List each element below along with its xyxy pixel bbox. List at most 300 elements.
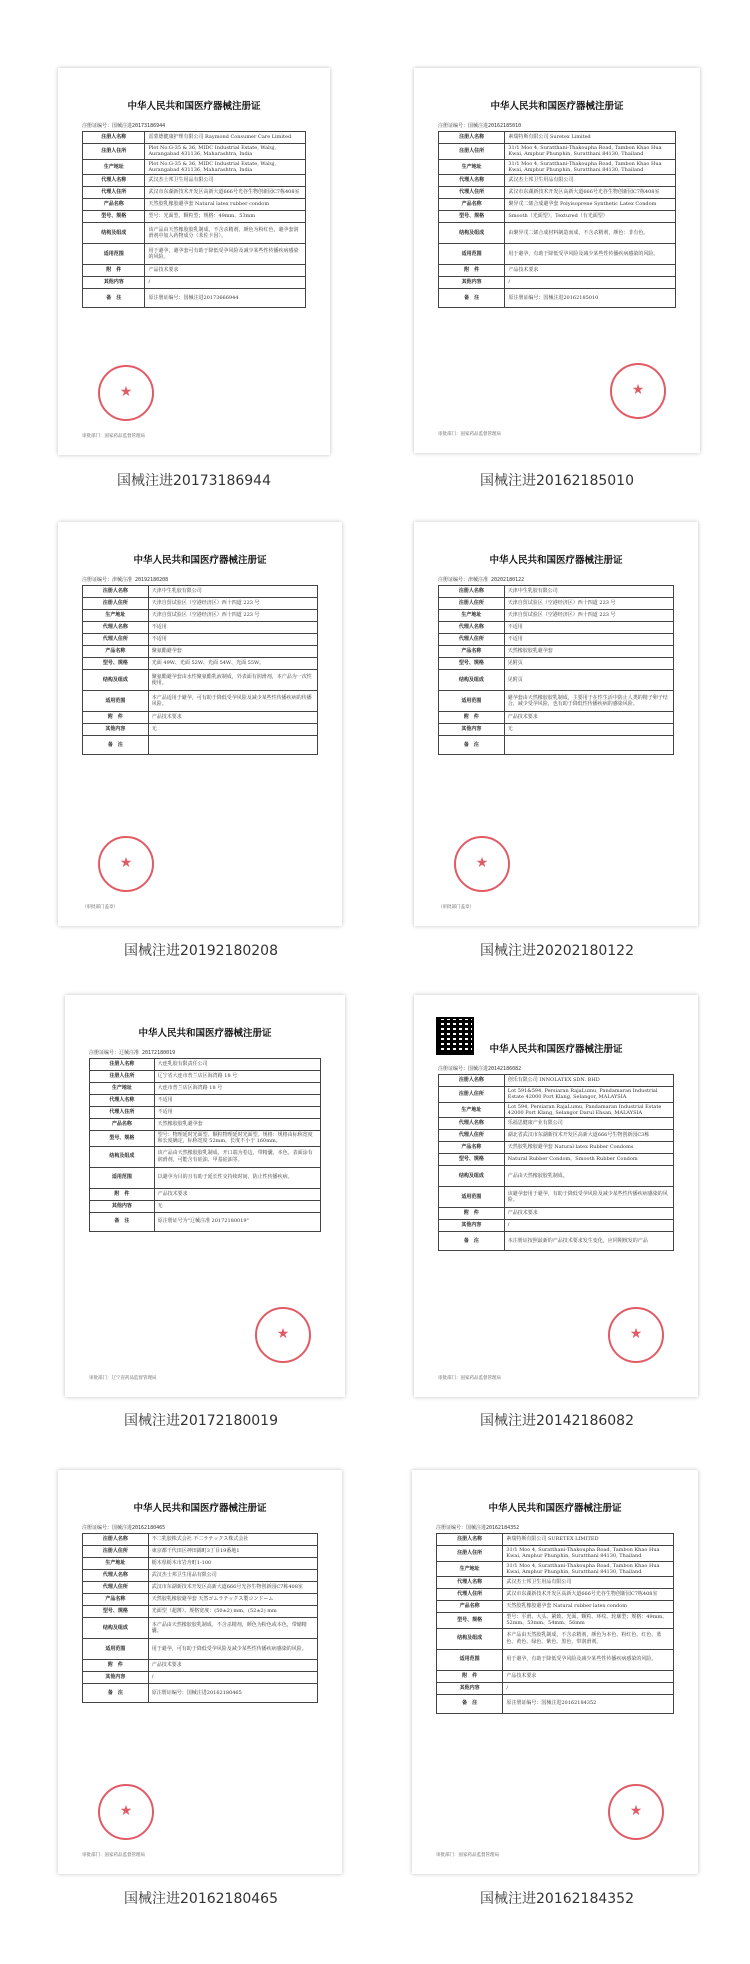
field-value: 产品技术要求: [504, 1208, 673, 1220]
field-label: 附 件: [83, 265, 145, 277]
field-label: 结构及组成: [439, 1166, 505, 1187]
field-value: 型号：物理延时光面型、颗粒物理延时光面型。规格：规格由标称宽度和长度确定，标称宽度 52mm，长度不小于 160mm。: [154, 1131, 320, 1147]
certificate-image: [58, 1470, 342, 1874]
registration-table: [82, 131, 306, 308]
field-label: 其他内容: [439, 1220, 505, 1232]
official-seal-stamp: [98, 836, 154, 892]
field-label: 生产地址: [439, 610, 505, 622]
field-value: 原注册证编号：国械注进20162180465: [148, 1684, 317, 1703]
table-row: [90, 1200, 321, 1212]
field-value: 武汉市东湖新技术开发区高新大道666号光谷生物创新园C7栋408室: [503, 1589, 674, 1601]
field-value: Lot 591&594, Persiaran RajaLumu, Pandamaran Industrial Estate 42000 Port Klang, Selangor, MALAYSIA: [504, 1087, 673, 1103]
field-value: 聚氨酯避孕套由水性聚氨酯乳液制成，外表面有润滑剂，本产品为一次性使用。: [148, 670, 317, 691]
table-row: [83, 1672, 318, 1684]
field-value: 素瑞特斯有限公司 Suretex Limited: [505, 132, 676, 144]
table-row: [439, 159, 676, 175]
table-row: [83, 1558, 318, 1570]
field-value: /: [505, 277, 676, 289]
field-value: 武汉市东湖新技术开发区高新大道666号光谷生物创新园C7栋408室: [145, 187, 306, 199]
registration-number: 注册证编号：国械注进20162184352: [436, 1525, 520, 1531]
certificate-image: [414, 68, 700, 453]
table-row: [90, 1167, 321, 1188]
table-row: [437, 1546, 674, 1562]
field-label: 代理人名称: [83, 1570, 149, 1582]
field-label: 产品名称: [439, 1142, 505, 1154]
field-value: 用于避孕，避孕套可有助于降低受孕风险及减少某些性传播疾病感染的风险。: [145, 244, 306, 265]
field-value: 无: [154, 1200, 320, 1212]
table-row: [83, 622, 318, 634]
field-value: 武汉杰士邦卫生用品有限公司: [503, 1577, 674, 1589]
field-value: 栃木県栃木市岩舟町1-100: [148, 1558, 317, 1570]
approval-department: （审批部门盖章）: [82, 905, 118, 910]
table-row: [90, 1071, 321, 1083]
field-value: 产品技术要求: [148, 712, 317, 724]
field-value: 辽宁省大连市普兰店区海湾路 18 号: [154, 1071, 320, 1083]
field-label: 注册人住所: [83, 598, 149, 610]
field-label: 备 注: [90, 1212, 155, 1231]
field-value: /: [145, 277, 306, 289]
registration-number: 注册证编号：国械注进20142186082: [438, 1066, 522, 1072]
registration-table: [82, 585, 318, 755]
table-row: [90, 1107, 321, 1119]
table-row: [439, 658, 674, 670]
field-value: 用于避孕，有助于降低受孕风险及减少某些性传播疾病感染的风险。: [503, 1649, 674, 1670]
table-row: [439, 691, 674, 712]
table-row: [83, 211, 306, 223]
field-value: 武汉杰士邦卫生用品有限公司: [145, 175, 306, 187]
table-row: [83, 1582, 318, 1594]
field-value: 天津自贸试验区（空港经济区）西十四道 223 号: [148, 598, 317, 610]
field-value: 原注册证编号：国械注进20162185010: [505, 289, 676, 308]
field-value: [148, 736, 317, 755]
table-row: [83, 598, 318, 610]
table-row: [439, 289, 676, 308]
approval-department: 审批部门：国家药品监督管理局: [82, 434, 145, 439]
field-label: 注册人名称: [83, 132, 145, 144]
field-label: 适用范围: [437, 1649, 503, 1670]
field-value: 天然橡胶胶乳避孕套: [154, 1119, 320, 1131]
field-value: 光面型（超薄）、规格宽度：(50±2) mm，(52±2) mm: [148, 1606, 317, 1618]
field-value: 本注册证按照最新的产品技术要求发生变化，应同期核发的产品: [504, 1232, 673, 1251]
field-label: 备 注: [83, 289, 145, 308]
field-label: 生产地址: [83, 159, 145, 175]
field-label: 型号、规格: [83, 658, 149, 670]
registration-number: 注册证编号：津械注准 20202180122: [438, 577, 525, 583]
field-value: 天津自贸试验区（空港经济区）西十四道 223 号: [504, 598, 673, 610]
field-value: 天津中生乳胶有限公司: [504, 586, 673, 598]
table-row: [437, 1601, 674, 1613]
field-value: 天然胶乳橡胶避孕套 Natural latex Rubber Condoms: [504, 1142, 673, 1154]
field-value: 大连乳胶有限责任公司: [154, 1059, 320, 1071]
field-label: 型号、规格: [439, 211, 505, 223]
table-row: [83, 175, 306, 187]
table-row: [439, 646, 674, 658]
field-label: 结构及组成: [83, 670, 149, 691]
field-value: 产品技术要求: [503, 1670, 674, 1682]
registration-table: [438, 585, 674, 755]
field-label: 其他内容: [90, 1200, 155, 1212]
field-value: 产品技术要求: [505, 265, 676, 277]
registration-table: [438, 131, 676, 308]
field-value: Plot No.G-35 & 36, MIDC Industrial Estate, Waluj, Aurangabad 431136, Maharashtra, India: [145, 144, 306, 160]
field-value: 本产品由天然橡胶胶乳制成，不含杀精剂，颜色为粉色或本色，带储精囊。: [148, 1618, 317, 1639]
table-row: [83, 277, 306, 289]
field-value: 天津中生乳胶有限公司: [148, 586, 317, 598]
table-row: [90, 1083, 321, 1095]
table-row: [83, 1570, 318, 1582]
field-label: 注册人名称: [439, 132, 505, 144]
official-seal-stamp: [98, 1784, 154, 1840]
field-label: 产品名称: [439, 646, 505, 658]
certificate-title: 中华人民共和国医疗器械注册证: [133, 1503, 267, 1514]
table-row: [83, 610, 318, 622]
table-row: [83, 646, 318, 658]
table-row: [83, 1618, 318, 1639]
field-label: 代理人住所: [439, 634, 505, 646]
field-value: 产品技术要求: [148, 1660, 317, 1672]
field-label: 代理人住所: [439, 187, 505, 199]
table-row: [439, 1130, 674, 1142]
table-row: [437, 1534, 674, 1546]
certificate-caption: 国械注进20192180208: [124, 943, 278, 959]
table-row: [83, 1594, 318, 1606]
table-row: [437, 1694, 674, 1713]
field-label: 备 注: [83, 1684, 149, 1703]
field-label: 型号、规格: [83, 1606, 149, 1618]
field-value: 武汉市东湖新技术开发区高新大道666号光谷生物创新园C7栋408室: [505, 187, 676, 199]
field-label: 代理人住所: [83, 634, 149, 646]
field-value: 不适用: [154, 1095, 320, 1107]
field-value: Smooth（光面型），Textured（有光面型）: [505, 211, 676, 223]
table-row: [439, 223, 676, 244]
certificate-image: [414, 522, 698, 926]
field-value: 不适用: [504, 622, 673, 634]
field-value: 见附页: [504, 670, 673, 691]
field-value: 不适用: [148, 634, 317, 646]
table-row: [83, 691, 318, 712]
approval-department: 审批部门：国家药品监督管理局: [82, 1853, 145, 1858]
field-label: 代理人住所: [439, 1130, 505, 1142]
field-value: 大连市普兰店区海湾路 18 号: [154, 1083, 320, 1095]
field-label: 生产地址: [437, 1561, 503, 1577]
field-label: 注册人住所: [439, 598, 505, 610]
field-value: 素瑞特斯有限公司 SURETEX LIMITED: [503, 1534, 674, 1546]
field-value: 产品技术要求: [154, 1188, 320, 1200]
certificate-title: 中华人民共和国医疗器械注册证: [489, 555, 623, 566]
field-label: 其他内容: [83, 724, 149, 736]
table-row: [439, 244, 676, 265]
field-label: 其他内容: [439, 724, 505, 736]
table-row: [83, 1684, 318, 1703]
field-label: 适用范围: [83, 691, 149, 712]
field-label: 产品名称: [90, 1119, 155, 1131]
official-seal-stamp: [610, 363, 666, 419]
field-value: 光面 49W、光面 52W、光面 54W、光面 55W。: [148, 658, 317, 670]
registration-table: [82, 1533, 318, 1703]
table-row: [83, 658, 318, 670]
field-value: 型号：光面型、颗粒型；规格：49mm、53mm: [145, 211, 306, 223]
field-label: 生产地址: [439, 159, 505, 175]
certificate-title: 中华人民共和国医疗器械注册证: [489, 1044, 623, 1055]
table-row: [90, 1095, 321, 1107]
qr-code: [436, 1017, 474, 1055]
registration-number: 注册证编号：国械注进20173186944: [82, 123, 166, 129]
table-row: [83, 1546, 318, 1558]
official-seal-stamp: [608, 1784, 664, 1840]
table-row: [439, 1142, 674, 1154]
field-value: 乐福思健康产业有限公司: [504, 1118, 673, 1130]
field-label: 注册人名称: [437, 1534, 503, 1546]
field-value: 聚异戊二烯合成避孕套 Polyisoprene Synthetic Latex Condom: [505, 199, 676, 211]
field-label: 适用范围: [439, 1187, 505, 1208]
table-row: [439, 586, 674, 598]
approval-department: 审批部门：国家药品监督管理局: [438, 432, 501, 437]
table-row: [439, 670, 674, 691]
field-value: 产品技术要求: [504, 712, 673, 724]
field-value: 该产品由天然橡胶胶乳制成，不含杀精剂，颜色为粉红色，避孕套润滑剂中加入药物成分（苯佐卡因）。: [145, 223, 306, 244]
table-row: [83, 244, 306, 265]
table-row: [83, 736, 318, 755]
table-row: [439, 1154, 674, 1166]
field-label: 注册人名称: [83, 586, 149, 598]
field-label: 适用范围: [83, 244, 145, 265]
field-value: 由聚异戊二烯合成材料制造而成，不含杀精剂，颜色：非有色。: [505, 223, 676, 244]
table-row: [83, 187, 306, 199]
field-value: 产品由天然橡胶胶乳制成。: [504, 1166, 673, 1187]
field-label: 代理人名称: [437, 1577, 503, 1589]
table-row: [90, 1212, 321, 1231]
table-row: [439, 199, 676, 211]
field-label: 其他内容: [83, 1672, 149, 1684]
table-row: [437, 1589, 674, 1601]
certificate-title: 中华人民共和国医疗器械注册证: [488, 1503, 622, 1514]
certificate-image: [65, 995, 345, 1397]
table-row: [439, 132, 676, 144]
field-label: 代理人名称: [83, 175, 145, 187]
table-row: [439, 712, 674, 724]
table-row: [437, 1649, 674, 1670]
field-label: 结构及组成: [83, 1618, 149, 1639]
field-label: 附 件: [439, 1208, 505, 1220]
table-row: [83, 144, 306, 160]
table-row: [90, 1146, 321, 1167]
field-value: 31/1 Moo 4, Suratthani-Thakoupha Road, Tambon Khao Hua Kwai, Amphur Phunphin, Suratthani 84130, Thailand: [505, 159, 676, 175]
field-value: /: [503, 1682, 674, 1694]
field-label: 备 注: [439, 289, 505, 308]
official-seal-stamp: [608, 1307, 664, 1363]
table-row: [83, 724, 318, 736]
table-row: [439, 1118, 674, 1130]
registration-number: 注册证编号：国械注进20162180465: [82, 1525, 166, 1531]
field-label: 结构及组成: [83, 223, 145, 244]
field-label: 适用范围: [90, 1167, 155, 1188]
certificate-caption: 国械注进20142186082: [480, 1413, 634, 1429]
field-value: 天津自贸试验区（空港经济区）西十四道 223 号: [148, 610, 317, 622]
field-label: 适用范围: [439, 244, 505, 265]
field-value: 武汉杰士邦卫生用品有限公司: [505, 175, 676, 187]
field-label: 结构及组成: [437, 1628, 503, 1649]
table-row: [437, 1682, 674, 1694]
field-value: 无: [148, 724, 317, 736]
field-label: 生产地址: [83, 610, 149, 622]
field-label: 适用范围: [439, 691, 505, 712]
field-label: 注册人名称: [83, 1534, 149, 1546]
table-row: [439, 736, 674, 755]
field-value: 原注册证编号：国械注进20173666944: [145, 289, 306, 308]
field-value: 天然胶乳橡胶避孕套 Natural rubber latex condom: [503, 1601, 674, 1613]
field-value: 武汉杰士邦卫生用品有限公司: [148, 1570, 317, 1582]
field-value: 本产品适用于避孕，可有助于降低受孕风险及减少某些性传播疾病的传播风险。: [148, 691, 317, 712]
field-value: 聚氨酯避孕套: [148, 646, 317, 658]
field-label: 注册人名称: [90, 1059, 155, 1071]
field-label: 其他内容: [439, 277, 505, 289]
field-value: 31/1 Moo 4, Suratthani-Thakoupha Road, Tambon Khao Hua Kwai, Amphur Phunphin, Suratthani 84130, Thailand: [505, 144, 676, 160]
table-row: [439, 1220, 674, 1232]
field-label: 产品名称: [83, 199, 145, 211]
field-value: Natural Rubber Condom，Smooth Rubber Condom: [504, 1154, 673, 1166]
field-label: 生产地址: [90, 1083, 155, 1095]
field-label: 型号、规格: [83, 211, 145, 223]
field-value: 无: [504, 724, 673, 736]
registration-table: [436, 1533, 674, 1714]
field-label: 注册人名称: [439, 1075, 505, 1087]
table-row: [439, 610, 674, 622]
certificate-caption: 国械注进20173186944: [117, 473, 271, 489]
certificate-caption: 国械注进20172180019: [124, 1413, 278, 1429]
official-seal-stamp: [255, 1307, 311, 1363]
table-row: [439, 1087, 674, 1103]
table-row: [83, 223, 306, 244]
certificate-title: 中华人民共和国医疗器械注册证: [133, 555, 267, 566]
table-row: [437, 1670, 674, 1682]
approval-department: 审批部门：国家药品监督管理局: [436, 1853, 499, 1858]
table-row: [83, 1606, 318, 1618]
field-value: 東京都千代田区神田錦町3丁目19番地1: [148, 1546, 317, 1558]
table-row: [437, 1561, 674, 1577]
field-label: 代理人名称: [439, 622, 505, 634]
registration-number: 注册证编号：辽械注准 20172180019: [89, 1050, 176, 1056]
registration-table: [89, 1058, 321, 1232]
field-label: 结构及组成: [90, 1146, 155, 1167]
field-value: 型号：平滑、大头、紧致、光面、颗粒、环纹、轮廓型；规格：49mm、52mm、53mm、54mm、56mm: [503, 1613, 674, 1629]
table-row: [83, 289, 306, 308]
field-value: 产品技术要求: [145, 265, 306, 277]
table-row: [439, 277, 676, 289]
field-label: 备 注: [83, 736, 149, 755]
certificate-image: [58, 522, 342, 926]
field-value: 天津自贸试验区（空港经济区）西十四道 223 号: [504, 610, 673, 622]
field-label: 附 件: [437, 1670, 503, 1682]
certificate-title: 中华人民共和国医疗器械注册证: [127, 101, 261, 112]
table-row: [439, 175, 676, 187]
field-value: 以避孕为目的且有助于延长性交持续时间，防止性传播疾病。: [154, 1167, 320, 1188]
field-label: 代理人住所: [83, 1582, 149, 1594]
certificate-caption: 国械注进20162180465: [124, 1891, 278, 1907]
approval-department: （审批部门盖章）: [438, 905, 474, 910]
table-row: [439, 1208, 674, 1220]
field-label: 注册人住所: [83, 144, 145, 160]
table-row: [439, 1232, 674, 1251]
registration-number: 注册证编号：津械注准 20192180208: [82, 577, 169, 583]
table-row: [437, 1577, 674, 1589]
field-value: 武汉市东湖新技术开发区高新大道666号光谷生物创新园C7栋408室: [148, 1582, 317, 1594]
field-label: 代理人住所: [90, 1107, 155, 1119]
table-row: [83, 670, 318, 691]
field-value: 该避孕套用于避孕，有助于降低受孕风险及减少某些性传播疾病感染的风险。: [504, 1187, 673, 1208]
field-label: 代理人名称: [439, 175, 505, 187]
field-label: 其他内容: [437, 1682, 503, 1694]
table-row: [90, 1119, 321, 1131]
field-label: 代理人住所: [83, 187, 145, 199]
field-label: 附 件: [83, 712, 149, 724]
table-row: [439, 622, 674, 634]
table-row: [439, 598, 674, 610]
table-row: [439, 187, 676, 199]
field-label: 生产地址: [83, 1558, 149, 1570]
field-value: 本产品由天然胶乳制成，不含杀精剂，颜色为本色、粉红色、红色、蓝色、黄色、绿色、紫色、黑色，带润滑剂。: [503, 1628, 674, 1649]
field-label: 备 注: [439, 736, 505, 755]
table-row: [90, 1059, 321, 1071]
field-value: 湖北省武汉市东湖新技术开发区高新大道666号生物创新园C3栋: [504, 1130, 673, 1142]
field-value: 见附页: [504, 658, 673, 670]
field-label: 代理人名称: [90, 1095, 155, 1107]
official-seal-stamp: [98, 365, 154, 421]
table-row: [83, 159, 306, 175]
field-label: 结构及组成: [439, 223, 505, 244]
table-row: [439, 211, 676, 223]
field-value: 原注册证编号：国械注进20162184352: [503, 1694, 674, 1713]
certificate-caption: 国械注进20162184352: [480, 1891, 634, 1907]
field-value: 不二乳胶株式会社 不二ラテックス株式会社: [148, 1534, 317, 1546]
table-row: [439, 1102, 674, 1118]
field-label: 生产地址: [439, 1102, 505, 1118]
table-row: [83, 586, 318, 598]
field-value: 不适用: [154, 1107, 320, 1119]
certificate-caption: 国械注进20162185010: [480, 473, 634, 489]
field-label: 附 件: [439, 712, 505, 724]
field-label: 型号、规格: [90, 1131, 155, 1147]
field-label: 注册人住所: [437, 1546, 503, 1562]
certificate-image: [414, 995, 698, 1397]
field-value: 用于避孕，可有助于降低受孕风险及减少某些性传播疾病感染的风险。: [148, 1639, 317, 1660]
field-label: 注册人住所: [90, 1071, 155, 1083]
field-value: 避孕套由天然橡胶胶乳制成，主要用于在性生活中防止人类的精子卵子结合，减少受孕风险，也有助于降低性传播疾病的感染风险。: [504, 691, 673, 712]
table-row: [83, 1660, 318, 1672]
field-value: 原注册证号为"辽械注准 20172180019": [154, 1212, 320, 1231]
registration-table: [438, 1074, 674, 1251]
table-row: [83, 132, 306, 144]
field-label: 产品名称: [439, 199, 505, 211]
table-row: [439, 1075, 674, 1087]
field-label: 型号、规格: [439, 1154, 505, 1166]
table-row: [83, 634, 318, 646]
field-label: 附 件: [90, 1188, 155, 1200]
table-row: [90, 1131, 321, 1147]
certificate-title: 中华人民共和国医疗器械注册证: [138, 1028, 272, 1039]
field-value: 不适用: [504, 634, 673, 646]
table-row: [83, 265, 306, 277]
table-row: [439, 144, 676, 160]
certificate-caption: 国械注进20202180122: [480, 943, 634, 959]
field-label: 附 件: [83, 1660, 149, 1672]
field-label: 型号、规格: [439, 658, 505, 670]
field-label: 其他内容: [83, 277, 145, 289]
field-value: Plot No.G-35 & 36, MIDC Industrial Estate, Waluj, Aurangabad 431136, Maharashtra, India: [145, 159, 306, 175]
field-value: 31/1 Moo 4, Suratthani-Thakoupha Road, Tambon Khao Hua Kwai, Amphur Phunphin, Suratthani 84130, Thailand: [503, 1546, 674, 1562]
table-row: [83, 1534, 318, 1546]
field-label: 产品名称: [83, 1594, 149, 1606]
field-label: 代理人名称: [83, 622, 149, 634]
